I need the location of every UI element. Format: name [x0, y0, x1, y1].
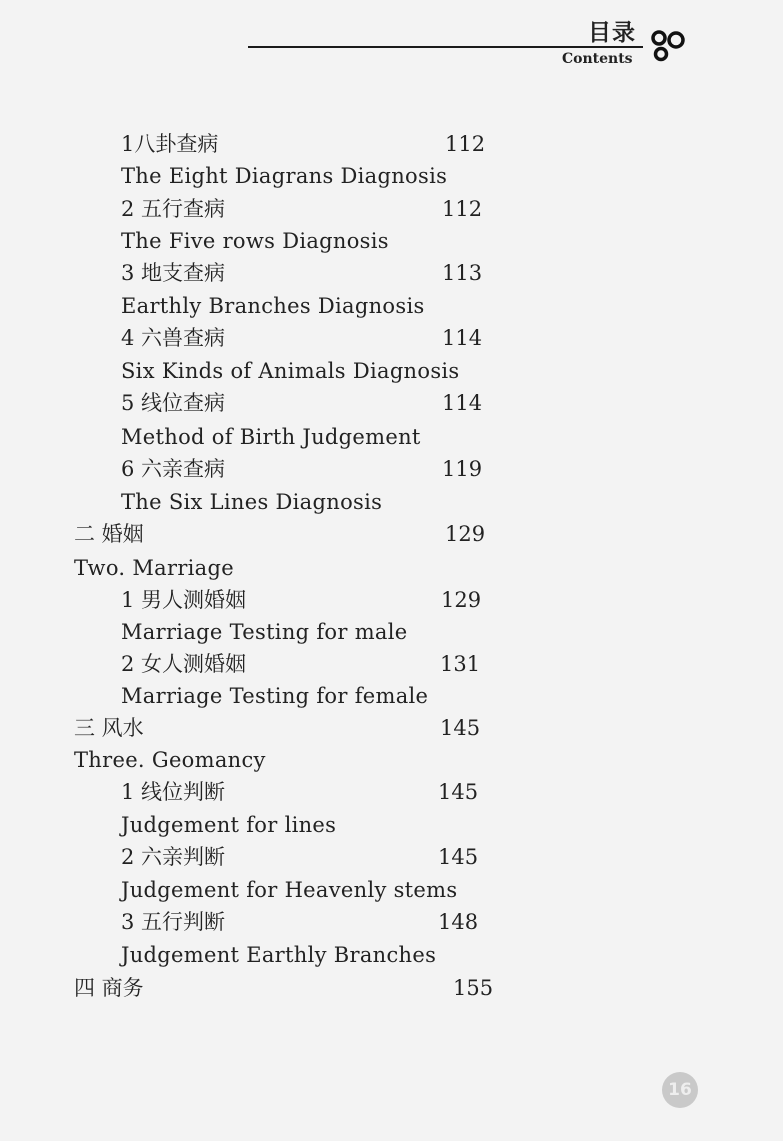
section-title-en: Two. Marriage	[74, 556, 234, 580]
entry-title-cn: 1 男人测婚姻	[121, 588, 247, 612]
entry-title-cn: 1 线位判断	[121, 780, 226, 804]
entry-page-number: 129	[445, 522, 486, 546]
header-subtitle: Contents	[562, 51, 633, 67]
header-title: 目录	[588, 19, 636, 46]
entry-page-number: 148	[438, 910, 479, 934]
entry-title-en: Judgement Earthly Branches	[121, 943, 437, 967]
entry-title-en: Marriage Testing for male	[121, 620, 408, 644]
entry-page-number: 145	[438, 845, 479, 869]
entry-page-number: 145	[440, 716, 481, 740]
rings-logo-icon	[650, 29, 686, 63]
section-title-cn: 二 婚姻	[74, 522, 144, 546]
header-rule	[248, 46, 643, 48]
entry-page-number: 112	[442, 197, 483, 221]
entry-title-en: Judgement for lines	[121, 813, 337, 837]
entry-title-cn: 3 地支查病	[121, 261, 226, 285]
entry-page-number: 155	[453, 976, 494, 1000]
entry-title-cn: 4 六兽查病	[121, 326, 226, 350]
page-number-badge: 16	[662, 1072, 698, 1108]
entry-page-number: 145	[438, 780, 479, 804]
entry-title-en: Judgement for Heavenly stems	[121, 878, 458, 902]
entry-page-number: 112	[445, 132, 486, 156]
entry-title-cn: 6 六亲查病	[121, 457, 226, 481]
section-title-cn: 四 商务	[74, 976, 144, 1000]
entry-title-cn: 3 五行判断	[121, 910, 226, 934]
entry-title-cn: 2 六亲判断	[121, 845, 226, 869]
entry-page-number: 119	[442, 457, 483, 481]
entry-title-en: Marriage Testing for female	[121, 684, 429, 708]
entry-title-en: Method of Birth Judgement	[121, 425, 421, 449]
section-title-cn: 三 风水	[74, 716, 144, 740]
entry-page-number: 114	[442, 326, 483, 350]
entry-title-cn: 2 女人测婚姻	[121, 652, 247, 676]
entry-title-en: The Six Lines Diagnosis	[121, 490, 383, 514]
entry-page-number: 113	[442, 261, 483, 285]
entry-title-cn: 1八卦查病	[121, 132, 219, 156]
entry-title-en: The Five rows Diagnosis	[121, 229, 389, 253]
entry-page-number: 114	[442, 391, 483, 415]
section-title-en: Three. Geomancy	[74, 748, 266, 772]
entry-page-number: 131	[440, 652, 481, 676]
entry-title-en: The Eight Diagrans Diagnosis	[121, 164, 448, 188]
entry-title-cn: 2 五行查病	[121, 197, 226, 221]
entry-title-cn: 5 线位查病	[121, 391, 226, 415]
entry-title-en: Earthly Branches Diagnosis	[121, 294, 425, 318]
entry-page-number: 129	[441, 588, 482, 612]
entry-title-en: Six Kinds of Animals Diagnosis	[121, 359, 460, 383]
